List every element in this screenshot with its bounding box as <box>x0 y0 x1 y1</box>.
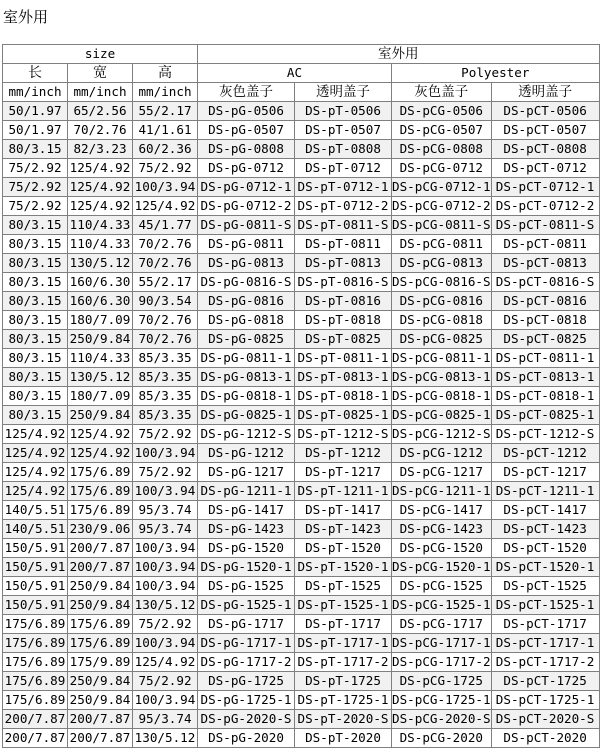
cell-width: 160/6.30 <box>68 292 133 311</box>
table-row <box>3 330 600 349</box>
cell-width: 180/7.09 <box>68 311 133 330</box>
cell-pe-clear-lid: DS-pCT-0813 <box>491 254 599 273</box>
cell-ac-clear-lid: DS-pT-0825 <box>295 330 392 349</box>
cell-ac-clear-lid: DS-pT-0811 <box>295 235 392 254</box>
cell-pe-grey-lid: DS-pCG-1717-2 <box>392 653 492 672</box>
cell-width: 200/7.87 <box>68 539 133 558</box>
cell-ac-clear-lid: DS-pT-0712 <box>295 159 392 178</box>
cell-width: 110/4.33 <box>68 349 133 368</box>
cell-width: 125/4.92 <box>68 444 133 463</box>
table-row <box>3 710 600 729</box>
cell-ac-grey-lid: DS-pG-0811 <box>198 235 295 254</box>
cell-ac-grey-lid: DS-pG-1423 <box>198 520 295 539</box>
cell-height: 45/1.77 <box>133 216 198 235</box>
cell-height: 125/4.92 <box>133 197 198 216</box>
table-row <box>3 387 600 406</box>
cell-ac-grey-lid: DS-pG-1520 <box>198 539 295 558</box>
cell-pe-grey-lid: DS-pCG-1212-S <box>392 425 492 444</box>
cell-length: 125/4.92 <box>3 463 68 482</box>
table-row <box>3 216 600 235</box>
header-ac: AC <box>198 64 392 83</box>
cell-pe-clear-lid: DS-pCT-1423 <box>491 520 599 539</box>
cell-ac-clear-lid: DS-pT-1717-2 <box>295 653 392 672</box>
cell-length: 80/3.15 <box>3 235 68 254</box>
cell-pe-grey-lid: DS-pCG-2020-S <box>392 710 492 729</box>
cell-ac-clear-lid: DS-pT-1725-1 <box>295 691 392 710</box>
cell-ac-grey-lid: DS-pG-2020-S <box>198 710 295 729</box>
cell-length: 80/3.15 <box>3 368 68 387</box>
cell-pe-grey-lid: DS-pCG-0818 <box>392 311 492 330</box>
cell-width: 125/4.92 <box>68 425 133 444</box>
cell-ac-clear-lid: DS-pT-1725 <box>295 672 392 691</box>
cell-pe-clear-lid: DS-pCT-0712 <box>491 159 599 178</box>
cell-pe-clear-lid: DS-pCT-1717-1 <box>491 634 599 653</box>
cell-ac-grey-lid: DS-pG-2020 <box>198 729 295 748</box>
header-ac-clear-lid: 透明盖子 <box>295 83 392 102</box>
cell-length: 150/5.91 <box>3 558 68 577</box>
cell-pe-grey-lid: DS-pCG-0813-1 <box>392 368 492 387</box>
cell-ac-grey-lid: DS-pG-0712-1 <box>198 178 295 197</box>
cell-height: 70/2.76 <box>133 311 198 330</box>
header-polyester: Polyester <box>392 64 600 83</box>
table-row <box>3 140 600 159</box>
cell-ac-grey-lid: DS-pG-0712-2 <box>198 197 295 216</box>
cell-pe-grey-lid: DS-pCG-0712 <box>392 159 492 178</box>
cell-width: 200/7.87 <box>68 710 133 729</box>
cell-height: 60/2.36 <box>133 140 198 159</box>
cell-ac-clear-lid: DS-pT-1212-S <box>295 425 392 444</box>
header-height: 高 <box>133 64 198 83</box>
table-row <box>3 653 600 672</box>
cell-pe-clear-lid: DS-pCT-1212 <box>491 444 599 463</box>
cell-height: 90/3.54 <box>133 292 198 311</box>
cell-ac-grey-lid: DS-pG-1217 <box>198 463 295 482</box>
table-row <box>3 349 600 368</box>
cell-height: 100/3.94 <box>133 539 198 558</box>
cell-ac-grey-lid: DS-pG-0825-1 <box>198 406 295 425</box>
cell-length: 125/4.92 <box>3 482 68 501</box>
cell-height: 75/2.92 <box>133 463 198 482</box>
cell-length: 80/3.15 <box>3 216 68 235</box>
cell-length: 175/6.89 <box>3 615 68 634</box>
cell-height: 75/2.92 <box>133 425 198 444</box>
cell-length: 80/3.15 <box>3 387 68 406</box>
cell-pe-grey-lid: DS-pCG-1525-1 <box>392 596 492 615</box>
cell-ac-grey-lid: DS-pG-1525 <box>198 577 295 596</box>
cell-pe-grey-lid: DS-pCG-1212 <box>392 444 492 463</box>
cell-height: 95/3.74 <box>133 501 198 520</box>
table-row <box>3 159 600 178</box>
cell-pe-clear-lid: DS-pCT-0712-2 <box>491 197 599 216</box>
cell-ac-grey-lid: DS-pG-1725-1 <box>198 691 295 710</box>
cell-ac-grey-lid: DS-pG-0818 <box>198 311 295 330</box>
cell-length: 150/5.91 <box>3 596 68 615</box>
cell-length: 175/6.89 <box>3 653 68 672</box>
cell-width: 110/4.33 <box>68 235 133 254</box>
cell-length: 150/5.91 <box>3 577 68 596</box>
cell-pe-clear-lid: DS-pCT-0825 <box>491 330 599 349</box>
cell-pe-clear-lid: DS-pCT-1725 <box>491 672 599 691</box>
cell-height: 100/3.94 <box>133 558 198 577</box>
cell-pe-grey-lid: DS-pCG-0818-1 <box>392 387 492 406</box>
cell-width: 175/6.89 <box>68 615 133 634</box>
table-row <box>3 596 600 615</box>
cell-width: 200/7.87 <box>68 558 133 577</box>
table-row <box>3 577 600 596</box>
cell-width: 230/9.06 <box>68 520 133 539</box>
cell-width: 175/9.89 <box>68 653 133 672</box>
table-row <box>3 178 600 197</box>
cell-pe-grey-lid: DS-pCG-1423 <box>392 520 492 539</box>
cell-pe-grey-lid: DS-pCG-0712-1 <box>392 178 492 197</box>
cell-length: 75/2.92 <box>3 178 68 197</box>
cell-length: 80/3.15 <box>3 330 68 349</box>
table-row <box>3 558 600 577</box>
cell-width: 125/4.92 <box>68 159 133 178</box>
table-row <box>3 273 600 292</box>
cell-length: 80/3.15 <box>3 349 68 368</box>
cell-pe-grey-lid: DS-pCG-1725 <box>392 672 492 691</box>
cell-width: 175/6.89 <box>68 501 133 520</box>
cell-height: 95/3.74 <box>133 710 198 729</box>
table-row <box>3 520 600 539</box>
table-row <box>3 634 600 653</box>
cell-height: 130/5.12 <box>133 596 198 615</box>
header-row-1 <box>3 45 600 64</box>
cell-ac-clear-lid: DS-pT-0813-1 <box>295 368 392 387</box>
cell-ac-clear-lid: DS-pT-0712-2 <box>295 197 392 216</box>
cell-ac-clear-lid: DS-pT-0811-1 <box>295 349 392 368</box>
cell-ac-clear-lid: DS-pT-1211-1 <box>295 482 392 501</box>
header-width: 宽 <box>68 64 133 83</box>
cell-length: 175/6.89 <box>3 672 68 691</box>
cell-ac-grey-lid: DS-pG-1525-1 <box>198 596 295 615</box>
cell-pe-grey-lid: DS-pCG-2020 <box>392 729 492 748</box>
cell-ac-clear-lid: DS-pT-1717 <box>295 615 392 634</box>
table-row <box>3 197 600 216</box>
cell-pe-grey-lid: DS-pCG-0811-S <box>392 216 492 235</box>
cell-pe-clear-lid: DS-pCT-1725-1 <box>491 691 599 710</box>
table-row <box>3 501 600 520</box>
page-title: 室外用 <box>3 8 49 26</box>
cell-height: 75/2.92 <box>133 672 198 691</box>
cell-width: 250/9.84 <box>68 691 133 710</box>
cell-pe-clear-lid: DS-pCT-1217 <box>491 463 599 482</box>
cell-width: 250/9.84 <box>68 577 133 596</box>
cell-height: 55/2.17 <box>133 102 198 121</box>
header-ac-grey-lid: 灰色盖子 <box>198 83 295 102</box>
cell-ac-clear-lid: DS-pT-0818-1 <box>295 387 392 406</box>
cell-pe-grey-lid: DS-pCG-1217 <box>392 463 492 482</box>
table-row <box>3 368 600 387</box>
cell-ac-grey-lid: DS-pG-1417 <box>198 501 295 520</box>
header-outdoor: 室外用 <box>198 45 600 64</box>
header-row-3 <box>3 83 600 102</box>
cell-length: 80/3.15 <box>3 254 68 273</box>
cell-ac-grey-lid: DS-pG-1717-1 <box>198 634 295 653</box>
header-unit-width: mm/inch <box>68 83 133 102</box>
cell-ac-clear-lid: DS-pT-1212 <box>295 444 392 463</box>
cell-height: 130/5.12 <box>133 729 198 748</box>
cell-width: 130/5.12 <box>68 254 133 273</box>
cell-ac-grey-lid: DS-pG-1717-2 <box>198 653 295 672</box>
cell-pe-clear-lid: DS-pCT-0818-1 <box>491 387 599 406</box>
cell-ac-clear-lid: DS-pT-2020 <box>295 729 392 748</box>
cell-ac-clear-lid: DS-pT-0825-1 <box>295 406 392 425</box>
cell-width: 160/6.30 <box>68 273 133 292</box>
cell-pe-grey-lid: DS-pCG-0813 <box>392 254 492 273</box>
cell-pe-clear-lid: DS-pCT-0712-1 <box>491 178 599 197</box>
cell-pe-clear-lid: DS-pCT-0811-1 <box>491 349 599 368</box>
cell-height: 100/3.94 <box>133 444 198 463</box>
cell-length: 125/4.92 <box>3 444 68 463</box>
cell-pe-clear-lid: DS-pCT-1211-1 <box>491 482 599 501</box>
table-row <box>3 482 600 501</box>
table-row <box>3 672 600 691</box>
cell-ac-clear-lid: DS-pT-0816-S <box>295 273 392 292</box>
cell-pe-grey-lid: DS-pCG-1717 <box>392 615 492 634</box>
cell-ac-clear-lid: DS-pT-1520-1 <box>295 558 392 577</box>
cell-pe-clear-lid: DS-pCT-0818 <box>491 311 599 330</box>
cell-pe-grey-lid: DS-pCG-0506 <box>392 102 492 121</box>
cell-ac-grey-lid: DS-pG-1212-S <box>198 425 295 444</box>
cell-pe-grey-lid: DS-pCG-0811 <box>392 235 492 254</box>
cell-pe-clear-lid: DS-pCT-0506 <box>491 102 599 121</box>
cell-width: 125/4.92 <box>68 178 133 197</box>
table-row <box>3 292 600 311</box>
cell-width: 110/4.33 <box>68 216 133 235</box>
cell-width: 70/2.76 <box>68 121 133 140</box>
cell-ac-clear-lid: DS-pT-1525 <box>295 577 392 596</box>
cell-length: 75/2.92 <box>3 159 68 178</box>
cell-pe-clear-lid: DS-pCT-2020 <box>491 729 599 748</box>
cell-pe-clear-lid: DS-pCT-1417 <box>491 501 599 520</box>
cell-pe-clear-lid: DS-pCT-0811 <box>491 235 599 254</box>
cell-pe-grey-lid: DS-pCG-0825-1 <box>392 406 492 425</box>
cell-pe-grey-lid: DS-pCG-0712-2 <box>392 197 492 216</box>
table-row <box>3 463 600 482</box>
cell-height: 85/3.35 <box>133 349 198 368</box>
cell-length: 75/2.92 <box>3 197 68 216</box>
cell-length: 80/3.15 <box>3 311 68 330</box>
cell-width: 175/6.89 <box>68 482 133 501</box>
cell-ac-clear-lid: DS-pT-0818 <box>295 311 392 330</box>
cell-ac-grey-lid: DS-pG-0816-S <box>198 273 295 292</box>
cell-pe-clear-lid: DS-pCT-0811-S <box>491 216 599 235</box>
cell-height: 100/3.94 <box>133 691 198 710</box>
cell-length: 140/5.51 <box>3 501 68 520</box>
cell-pe-grey-lid: DS-pCG-1520 <box>392 539 492 558</box>
header-row-2 <box>3 64 600 83</box>
cell-ac-clear-lid: DS-pT-0712-1 <box>295 178 392 197</box>
cell-height: 125/4.92 <box>133 653 198 672</box>
cell-length: 175/6.89 <box>3 691 68 710</box>
cell-ac-grey-lid: DS-pG-0811-1 <box>198 349 295 368</box>
cell-length: 80/3.15 <box>3 273 68 292</box>
cell-height: 75/2.92 <box>133 159 198 178</box>
cell-length: 50/1.97 <box>3 102 68 121</box>
cell-pe-grey-lid: DS-pCG-1717-1 <box>392 634 492 653</box>
cell-height: 41/1.61 <box>133 121 198 140</box>
cell-ac-grey-lid: DS-pG-1717 <box>198 615 295 634</box>
cell-length: 175/6.89 <box>3 634 68 653</box>
cell-height: 75/2.92 <box>133 615 198 634</box>
cell-length: 200/7.87 <box>3 729 68 748</box>
header-unit-height: mm/inch <box>133 83 198 102</box>
cell-width: 175/6.89 <box>68 634 133 653</box>
cell-pe-grey-lid: DS-pCG-0507 <box>392 121 492 140</box>
cell-ac-clear-lid: DS-pT-1423 <box>295 520 392 539</box>
cell-ac-grey-lid: DS-pG-0818-1 <box>198 387 295 406</box>
cell-ac-clear-lid: DS-pT-0506 <box>295 102 392 121</box>
cell-height: 100/3.94 <box>133 634 198 653</box>
cell-ac-clear-lid: DS-pT-1217 <box>295 463 392 482</box>
cell-ac-grey-lid: DS-pG-0808 <box>198 140 295 159</box>
cell-ac-clear-lid: DS-pT-1717-1 <box>295 634 392 653</box>
cell-ac-clear-lid: DS-pT-2020-S <box>295 710 392 729</box>
cell-pe-clear-lid: DS-pCT-0813-1 <box>491 368 599 387</box>
cell-pe-clear-lid: DS-pCT-0808 <box>491 140 599 159</box>
cell-height: 70/2.76 <box>133 330 198 349</box>
cell-length: 80/3.15 <box>3 292 68 311</box>
table-row <box>3 615 600 634</box>
cell-ac-grey-lid: DS-pG-1725 <box>198 672 295 691</box>
cell-pe-clear-lid: DS-pCT-2020-S <box>491 710 599 729</box>
cell-pe-grey-lid: DS-pCG-0811-1 <box>392 349 492 368</box>
cell-width: 175/6.89 <box>68 463 133 482</box>
cell-pe-clear-lid: DS-pCT-0816-S <box>491 273 599 292</box>
cell-ac-grey-lid: DS-pG-0712 <box>198 159 295 178</box>
table-row <box>3 254 600 273</box>
cell-ac-clear-lid: DS-pT-1525-1 <box>295 596 392 615</box>
cell-pe-grey-lid: DS-pCG-1520-1 <box>392 558 492 577</box>
cell-pe-grey-lid: DS-pCG-0808 <box>392 140 492 159</box>
cell-pe-clear-lid: DS-pCT-0507 <box>491 121 599 140</box>
cell-length: 80/3.15 <box>3 406 68 425</box>
cell-ac-grey-lid: DS-pG-0506 <box>198 102 295 121</box>
cell-height: 95/3.74 <box>133 520 198 539</box>
cell-ac-grey-lid: DS-pG-0825 <box>198 330 295 349</box>
cell-ac-clear-lid: DS-pT-1520 <box>295 539 392 558</box>
cell-height: 70/2.76 <box>133 235 198 254</box>
cell-ac-clear-lid: DS-pT-0813 <box>295 254 392 273</box>
cell-ac-grey-lid: DS-pG-0507 <box>198 121 295 140</box>
cell-pe-clear-lid: DS-pCT-1525 <box>491 577 599 596</box>
cell-pe-clear-lid: DS-pCT-1212-S <box>491 425 599 444</box>
cell-pe-grey-lid: DS-pCG-0816-S <box>392 273 492 292</box>
cell-ac-clear-lid: DS-pT-0507 <box>295 121 392 140</box>
cell-pe-grey-lid: DS-pCG-1211-1 <box>392 482 492 501</box>
table-row <box>3 691 600 710</box>
header-unit-length: mm/inch <box>3 83 68 102</box>
cell-pe-grey-lid: DS-pCG-1525 <box>392 577 492 596</box>
table-row <box>3 425 600 444</box>
spec-table <box>2 44 600 748</box>
cell-length: 140/5.51 <box>3 520 68 539</box>
cell-width: 65/2.56 <box>68 102 133 121</box>
cell-height: 100/3.94 <box>133 482 198 501</box>
cell-width: 180/7.09 <box>68 387 133 406</box>
header-pe-grey-lid: 灰色盖子 <box>392 83 492 102</box>
cell-width: 250/9.84 <box>68 596 133 615</box>
cell-pe-clear-lid: DS-pCT-1717-2 <box>491 653 599 672</box>
cell-ac-grey-lid: DS-pG-0811-S <box>198 216 295 235</box>
cell-length: 50/1.97 <box>3 121 68 140</box>
cell-width: 250/9.84 <box>68 330 133 349</box>
cell-ac-clear-lid: DS-pT-0816 <box>295 292 392 311</box>
cell-height: 85/3.35 <box>133 387 198 406</box>
cell-length: 80/3.15 <box>3 140 68 159</box>
table-row <box>3 102 600 121</box>
cell-height: 100/3.94 <box>133 178 198 197</box>
cell-width: 130/5.12 <box>68 368 133 387</box>
cell-height: 70/2.76 <box>133 254 198 273</box>
cell-pe-clear-lid: DS-pCT-1520 <box>491 539 599 558</box>
cell-ac-grey-lid: DS-pG-1211-1 <box>198 482 295 501</box>
cell-pe-clear-lid: DS-pCT-1520-1 <box>491 558 599 577</box>
header-pe-clear-lid: 透明盖子 <box>491 83 599 102</box>
table-row <box>3 539 600 558</box>
table-row <box>3 444 600 463</box>
cell-pe-grey-lid: DS-pCG-1725-1 <box>392 691 492 710</box>
cell-pe-grey-lid: DS-pCG-1417 <box>392 501 492 520</box>
table-row <box>3 406 600 425</box>
cell-width: 250/9.84 <box>68 406 133 425</box>
header-length: 长 <box>3 64 68 83</box>
cell-length: 150/5.91 <box>3 539 68 558</box>
cell-ac-grey-lid: DS-pG-1520-1 <box>198 558 295 577</box>
cell-length: 125/4.92 <box>3 425 68 444</box>
cell-height: 85/3.35 <box>133 406 198 425</box>
cell-height: 100/3.94 <box>133 577 198 596</box>
header-size: size <box>3 45 198 64</box>
table-row <box>3 729 600 748</box>
cell-pe-clear-lid: DS-pCT-1525-1 <box>491 596 599 615</box>
table-row <box>3 121 600 140</box>
cell-width: 250/9.84 <box>68 672 133 691</box>
cell-pe-clear-lid: DS-pCT-0816 <box>491 292 599 311</box>
cell-ac-grey-lid: DS-pG-0816 <box>198 292 295 311</box>
cell-pe-grey-lid: DS-pCG-0825 <box>392 330 492 349</box>
cell-pe-clear-lid: DS-pCT-0825-1 <box>491 406 599 425</box>
cell-height: 55/2.17 <box>133 273 198 292</box>
cell-pe-grey-lid: DS-pCG-0816 <box>392 292 492 311</box>
cell-ac-grey-lid: DS-pG-0813-1 <box>198 368 295 387</box>
cell-width: 125/4.92 <box>68 197 133 216</box>
cell-pe-clear-lid: DS-pCT-1717 <box>491 615 599 634</box>
cell-ac-grey-lid: DS-pG-1212 <box>198 444 295 463</box>
spec-table-body <box>3 45 600 748</box>
cell-ac-clear-lid: DS-pT-0811-S <box>295 216 392 235</box>
cell-ac-clear-lid: DS-pT-1417 <box>295 501 392 520</box>
cell-height: 85/3.35 <box>133 368 198 387</box>
table-row <box>3 311 600 330</box>
table-row <box>3 235 600 254</box>
cell-ac-grey-lid: DS-pG-0813 <box>198 254 295 273</box>
cell-ac-clear-lid: DS-pT-0808 <box>295 140 392 159</box>
cell-length: 200/7.87 <box>3 710 68 729</box>
cell-width: 200/7.87 <box>68 729 133 748</box>
cell-width: 82/3.23 <box>68 140 133 159</box>
